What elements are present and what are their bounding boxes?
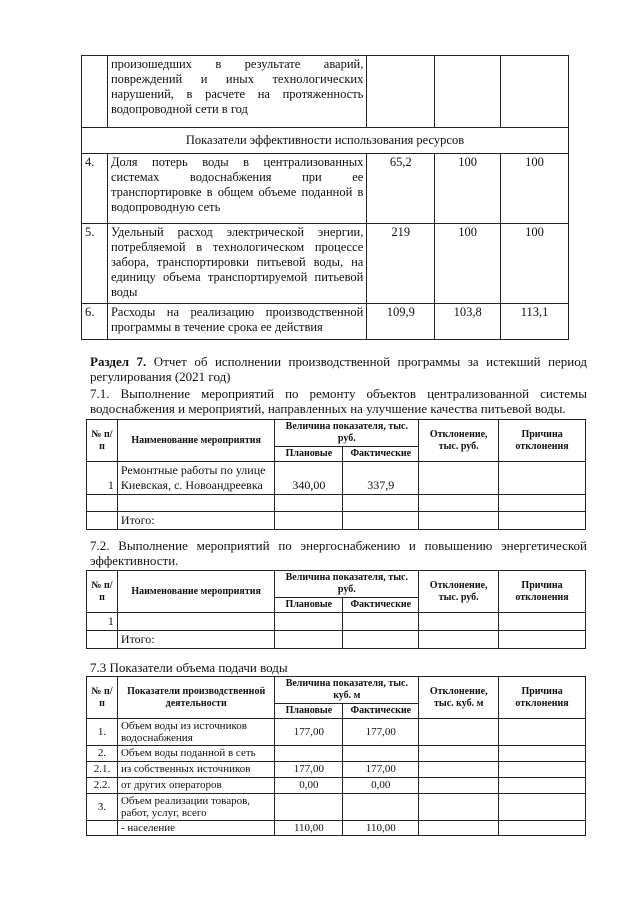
water-supply-table [86, 676, 586, 836]
row-number: 2.2. [87, 778, 118, 794]
col-plan: Плановые [275, 447, 343, 462]
value-cell: 103,8 [435, 304, 501, 340]
value-cell: 65,2 [367, 154, 435, 224]
row-number: 2. [87, 746, 118, 762]
value-cell: 100 [435, 224, 501, 304]
section-row [82, 128, 569, 154]
row-number: 3. [87, 794, 118, 821]
col-reason: Причина отклонения [499, 571, 586, 613]
total-label: Итого: [117, 631, 274, 649]
row-number: 1 [87, 613, 118, 631]
table-row [87, 462, 586, 495]
fact-value: 337,9 [343, 462, 419, 495]
table-row [87, 778, 586, 794]
indicator-name: Объем воды поданной в сеть [117, 746, 275, 762]
col-deviation: Отклонение, тыс. куб. м [419, 677, 499, 719]
indicator-name: от других операторов [117, 778, 275, 794]
col-num: № п/п [87, 571, 118, 613]
plan-value: 340,00 [275, 462, 343, 495]
col-name: Показатели производственной деятельности [117, 677, 275, 719]
measure-name: Ремонтные работы по улице Киевская, с. Новоандреевка [117, 462, 275, 495]
col-plan: Плановые [275, 598, 343, 613]
repair-measures-table [86, 419, 586, 530]
total-row [87, 631, 586, 649]
plan-value: 177,00 [275, 762, 343, 778]
col-fact: Фактические [343, 598, 419, 613]
indicator-name: из собственных источников [117, 762, 275, 778]
efficiency-table [81, 55, 569, 340]
row-number: 6. [82, 304, 108, 340]
table-row [87, 762, 586, 778]
plan-value: 177,00 [275, 719, 343, 746]
col-name: Наименование мероприятия [117, 571, 274, 613]
fact-value: 0,00 [343, 778, 419, 794]
table-row [87, 613, 586, 631]
row-number: 4. [82, 154, 108, 224]
indicator-name: Объем реализации товаров, работ, услуг, всего [117, 794, 275, 821]
paragraph-7-2: 7.2. Выполнение мероприятий по энергоснабжению и повышению энергетической эффективности. [90, 538, 587, 568]
table-row [82, 304, 569, 340]
col-fact: Фактические [343, 447, 419, 462]
col-value: Величина показателя, тыс. руб. [275, 420, 419, 447]
plan-value: 110,00 [275, 821, 343, 836]
fact-value: 177,00 [343, 762, 419, 778]
indicator-name: Объем воды из источников водоснабжения [117, 719, 275, 746]
col-deviation: Отклонение, тыс. руб. [419, 420, 499, 462]
indicator-text: Удельный расход электрической энергии, потребляемой в технологическом процессе забора, транспортировки питьевой воды, на единицу объема транспортируемой питьевой воды [107, 224, 366, 304]
table-row [82, 224, 569, 304]
col-num: № п/п [87, 420, 118, 462]
energy-measures-table [86, 570, 586, 649]
paragraph-7-3: 7.3 Показатели объема подачи воды [90, 660, 288, 675]
table-row [82, 56, 569, 128]
col-fact: Фактические [343, 704, 419, 719]
col-reason: Причина отклонения [499, 420, 586, 462]
table-row [87, 821, 586, 836]
col-name: Наименование мероприятия [117, 420, 275, 462]
table-row [82, 154, 569, 224]
indicator-text: Доля потерь воды в централизованных системах водоснабжения при ее транспортировке в общем объеме поданной в водопроводную сеть [107, 154, 366, 224]
paragraph-7-1: 7.1. Выполнение мероприятий по ремонту объектов централизованной системы водоснабжения и мероприятий, направленных на улучшение качества питьевой воды. [90, 386, 587, 416]
row-number: 2.1. [87, 762, 118, 778]
value-cell: 100 [501, 154, 569, 224]
fact-value: 177,00 [343, 719, 419, 746]
row-number: 1. [87, 719, 118, 746]
indicator-text: произошедших в результате аварий, повреждений и иных технологических нарушений, в расчете на протяженность водопроводной сети в год [107, 56, 366, 128]
table-row [87, 746, 586, 762]
indicator-name: - население [117, 821, 275, 836]
section-title: Показатели эффективности использования ресурсов [82, 128, 569, 154]
value-cell: 100 [435, 154, 501, 224]
fact-value: 110,00 [343, 821, 419, 836]
value-cell: 100 [501, 224, 569, 304]
value-cell: 109,9 [367, 304, 435, 340]
section-7-heading [90, 354, 587, 384]
total-label: Итого: [117, 512, 275, 530]
table-row [87, 719, 586, 746]
col-plan: Плановые [275, 704, 343, 719]
value-cell: 219 [367, 224, 435, 304]
table-row [87, 794, 586, 821]
value-cell: 113,1 [501, 304, 569, 340]
col-num: № п/п [87, 677, 118, 719]
indicator-text: Расходы на реализацию производственной программы в течение срока ее действия [107, 304, 366, 340]
section-7-text: Отчет об исполнении производственной программы за истекший период регулирования (2021 год) [90, 354, 587, 384]
col-value: Величина показателя, тыс. куб. м [275, 677, 419, 704]
total-row [87, 512, 586, 530]
plan-value: 0,00 [275, 778, 343, 794]
section-7-label: Раздел 7. [90, 354, 147, 369]
col-reason: Причина отклонения [499, 677, 586, 719]
col-deviation: Отклонение, тыс. руб. [419, 571, 499, 613]
row-number: 1 [87, 462, 118, 495]
col-value: Величина показателя, тыс. руб. [275, 571, 419, 598]
row-number: 5. [82, 224, 108, 304]
